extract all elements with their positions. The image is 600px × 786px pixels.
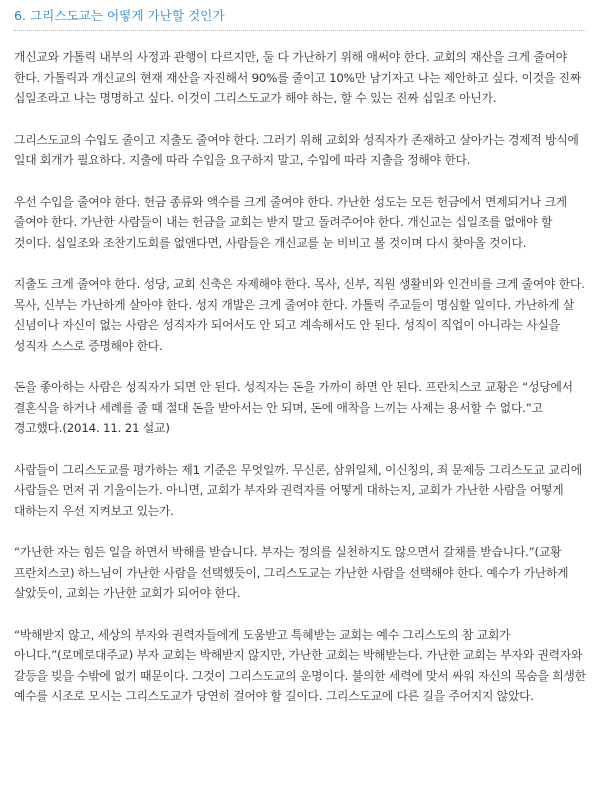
- paragraph-8: “박해받지 않고, 세상의 부자와 권력자들에게 도움받고 특혜받는 교회는 예수 그리스도의 참 교회가 아니다.”(로메로대주교) 부자 교회는 박해받지 않지만, 가난한 교회는 박해받는다. 가난한 교회는 부자와 권력자와 갈등을 빚을 수밖에 없기 때문이다. 그것이 그리스도교의 운명이다. 불의한 세력에 맞서 싸워 자신의 목숨을 희생한 예수를 시조로 모시는 그리스도교가 당연히 걸어야 할 길이다. 그리스도교에 다른 길을 주어지지 않았다.: [14, 627, 586, 703]
- paragraph-6: 사람들이 그리스도교를 평가하는 제1 기준은 무엇일까. 무신론, 삼위일체, 이신칭의, 죄 문제등 그리스도교 교리에 사람들은 먼저 귀 기울이는가. 아니면, 교회가 부자와 권력자를 어떻게 대하는지, 교회가 가난한 사람을 어떻게 대하는지 우선 지켜보고 있는가.: [14, 462, 582, 518]
- paragraph-4: 지출도 크게 줄여야 한다. 성당, 교회 신축은 자제해야 한다. 목사, 신부, 직원 생활비와 인건비를 크게 줄여야 한다. 목사, 신부는 가난하게 살아야 한다. 성지 개발은 크게 줄여야 한다. 가톨릭 주교들이 명심할 일이다. 가난하게 살 신념이나 자신이 없는 사람은 성직자가 되어서도 안 되고 계속해서도 안 된다. 성직이 직업이 아니라는 사실을 성직자 스스로 증명해야 한다.: [14, 277, 585, 353]
- article-body: [14, 47, 586, 707]
- paragraph-3: 우선 수입을 줄여야 한다. 헌금 종류와 액수를 크게 줄여야 한다. 가난한 성도는 모든 헌금에서 면제되거나 크게 줄여야 한다. 가난한 사람들이 내는 헌금을 교회는 받지 말고 돌려주어야 한다. 개신교는 십일조를 없애야 할 것이다. 십일조와 조찬기도회를 없앤다면, 사람들은 개신교를 눈 비비고 볼 것이며 다시 찾아올 것이다.: [14, 194, 567, 250]
- paragraph-2: 그리스도교의 수입도 줄이고 지출도 줄여야 한다. 그러기 위해 교회와 성직자가 존재하고 살아가는 경제적 방식에 일대 회개가 필요하다. 지출에 따라 수입을 요구하지 말고, 수입에 따라 지출을 정해야 한다.: [14, 132, 579, 167]
- section-heading: 6. 그리스도교는 어떻게 가난할 것인가: [14, 6, 586, 31]
- paragraph-7: “가난한 자는 힘든 일을 하면서 박해를 받습니다. 부자는 정의를 실천하지도 않으면서 갈채를 받습니다.”(교황 프란치스코) 하느님이 가난한 사람을 선택했듯이, 그리스도교는 가난한 사람을 선택해야 한다. 예수가 가난하게 살았듯이, 교회는 가난한 교회가 되어야 한다.: [14, 545, 569, 600]
- paragraph-1: 개신교와 가톨릭 내부의 사정과 관행이 다르지만, 둘 다 가난하기 위해 애써야 한다. 교회의 재산을 크게 줄여야 한다. 가톨릭과 개신교의 현재 재산을 자진해서 90%를 줄이고 10%만 남기자고 나는 제안하고 싶다. 이것을 진짜 십일조라고 나는 명명하고 싶다. 이것이 그리스도교가 해야 하는, 할 수 있는 진짜 십일조 아닌가.: [14, 50, 582, 105]
- paragraph-5: 돈을 좋아하는 사람은 성직자가 되면 안 된다. 성직자는 돈을 가까이 하면 안 된다. 프란치스코 교황은 “성당에서 결혼식을 하거나 세례를 줄 때 절대 돈을 받아서는 안 되며, 돈에 애착을 느끼는 사제는 용서할 수 없다.”고 경고했다.(2014. 11. 21 설교): [14, 380, 573, 435]
